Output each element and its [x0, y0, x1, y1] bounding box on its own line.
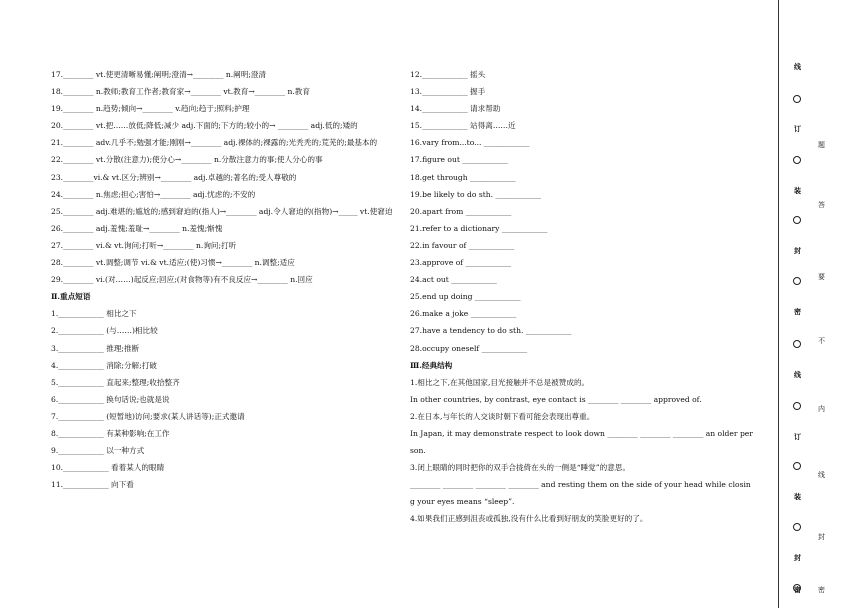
exercise-line: 1.____________ 相比之下: [51, 309, 137, 319]
binding-label: 题: [818, 141, 825, 149]
exercise-line: 26.make a joke ____________: [410, 309, 517, 319]
exercise-line: 17.figure out ____________: [410, 155, 508, 165]
binding-char: 封: [794, 554, 801, 562]
exercise-line: 17.________ vt.使更清晰易懂;阐明;澄清→________ n.阐明;澄清: [51, 70, 267, 79]
binding-label: 线: [818, 471, 825, 479]
exercise-line: 5.____________ 直起来;整理;收拾整齐: [51, 377, 180, 387]
binding-char: 装: [794, 187, 801, 195]
binding-circle: [793, 216, 801, 224]
exercise-line: 22.in favour of ____________: [410, 240, 515, 250]
exercise-line: 22.________ vt.分散(注意力);使分心→________ n.分散注意力的事;使人分心的事: [51, 155, 323, 165]
binding-circle: [793, 523, 801, 531]
binding-label: 不: [818, 337, 825, 345]
right-column: [410, 66, 755, 528]
exercise-line: 29.________ vi.(对……)起反应;回应;(对食物等)有不良反应→________ n.回应: [51, 275, 313, 285]
exercise-line: 6.____________ 换句话说;也就是说: [51, 394, 170, 404]
exercise-line: In other countries, by contrast, eye contact is ________ ________ approved of.: [410, 394, 702, 404]
exercise-line: 28.________ vt.调整;调节 vi.& vt.适应;(使)习惯→________ n.调整;适应: [51, 258, 295, 268]
exercise-line: 10.____________ 看着某人的眼睛: [51, 463, 165, 473]
binding-label: 答: [818, 201, 825, 209]
exercise-line: 20.________ vt.把……放低;降低;减少 adj.下面的;下方的;较小的→ ________ adj.低的;矮的: [51, 121, 358, 131]
exercise-line: 12.____________ 摇头: [410, 70, 486, 79]
exercise-line: 18.________ n.教师;教育工作者;教育家→________ vt.教育→________ n.教育: [51, 87, 310, 97]
binding-line: [778, 0, 779, 608]
binding-label: 要: [818, 273, 825, 281]
exercise-line: 18.get through ____________: [410, 172, 516, 182]
binding-char: 密: [794, 586, 801, 594]
exercise-line: In Japan, it may demonstrate respect to look down ________ ________ ________ an older person.: [410, 428, 753, 456]
exercise-line: 16.vary from...to... ____________: [410, 138, 530, 148]
exercise-line: 4.如果我们正感到沮丧或孤独,没有什么比看到好朋友的笑脸更好的了。: [410, 514, 648, 524]
binding-char: 线: [794, 371, 801, 379]
binding-circle: [793, 277, 801, 285]
exercise-line: 20.apart from ____________: [410, 206, 512, 216]
exercise-line: 19.be likely to do sth. ____________: [410, 189, 542, 199]
binding-circle: [793, 95, 801, 103]
exercise-line: 11.____________ 向下看: [51, 480, 134, 490]
exercise-line: 4.____________ 消除;分解;打破: [51, 360, 157, 370]
exercise-line: 25.________ adj.难堪的;尴尬的;感到窘迫的(指人)→________ adj.令人窘迫的(指物)→_____ vt.使窘迫: [51, 206, 393, 216]
binding-circle: [793, 156, 801, 164]
exercise-line: 14.____________ 请求帮助: [410, 104, 501, 114]
exercise-line: 15.____________ 站得离……近: [410, 121, 516, 131]
exercise-line: 8.____________ 有某种影响;在工作: [51, 428, 170, 438]
exercise-line: 7.____________ (短暂地)访问;要求(某人讲话等);正式邀请: [51, 411, 245, 421]
exercise-line: 25.end up doing ____________: [410, 292, 521, 302]
exercise-line: 2.在日本,与年长的人交谈时朝下看可能会表现出尊重。: [410, 411, 595, 421]
left-column: [51, 66, 396, 493]
exercise-line: 24.________ n.焦虑;担心;害怕→________ adj.忧虑的;不安的: [51, 189, 256, 199]
exercise-line: 9.____________ 以一种方式: [51, 446, 145, 456]
binding-char: 订: [794, 125, 801, 133]
binding-margin: [778, 0, 860, 608]
binding-circle: [793, 402, 801, 410]
binding-circle: [793, 462, 801, 470]
binding-char: 线: [794, 63, 801, 71]
exercise-line: 19.________ n.趋势;倾向→________ v.趋向;趋于;照料;护理: [51, 104, 250, 114]
exercise-line: 3.闭上眼睛的同时把你的双手合拢倚在头的一侧是“睡觉”的意思。: [410, 463, 631, 473]
exercise-line: 13.____________ 握手: [410, 87, 486, 97]
section-heading: Ⅲ.经典结构: [410, 360, 453, 370]
exercise-line: 27.________ vi.& vt.询问;打听→________ n.询问;打听: [51, 240, 237, 250]
binding-label: 内: [818, 405, 825, 413]
section-heading: Ⅱ.重点短语: [51, 292, 91, 302]
exercise-line: ________ ________ ________ ________ and resting them on the side of your head while closing your eyes means “sleep”.: [410, 480, 751, 507]
exercise-line: 21.________ adv.几乎不;勉强才能;刚刚→________ adj.裸体的;裸露的;光秃秃的;荒芜的;最基本的: [51, 138, 378, 148]
exercise-line: 21.refer to a dictionary ____________: [410, 223, 548, 233]
exercise-line: 1.相比之下,在其他国家,目光接触并不总是被赞成的。: [410, 377, 590, 387]
exercise-line: 28.occupy oneself ____________: [410, 343, 528, 353]
exercise-line: 2.____________ (与……)相比较: [51, 326, 158, 336]
binding-char: 订: [794, 433, 801, 441]
exercise-line: 3.____________ 推理;推断: [51, 343, 140, 353]
exercise-line: 24.act out ____________: [410, 275, 497, 285]
exercise-line: 23.________vi.& vt.区分;辨别→________ adj.卓越的;著名的;受人尊敬的: [51, 172, 297, 182]
binding-char: 密: [794, 308, 801, 316]
binding-circle: [793, 340, 801, 348]
exercise-line: 27.have a tendency to do sth. ____________: [410, 326, 572, 336]
binding-label: 封: [818, 533, 825, 541]
binding-char: 装: [794, 493, 801, 501]
binding-label: 密: [818, 586, 825, 594]
binding-char: 封: [794, 247, 801, 255]
exercise-line: 23.approve of ____________: [410, 258, 512, 268]
exercise-line: 26.________ adj.羞愧;羞耻→________ n.羞愧;惭愧: [51, 223, 223, 233]
